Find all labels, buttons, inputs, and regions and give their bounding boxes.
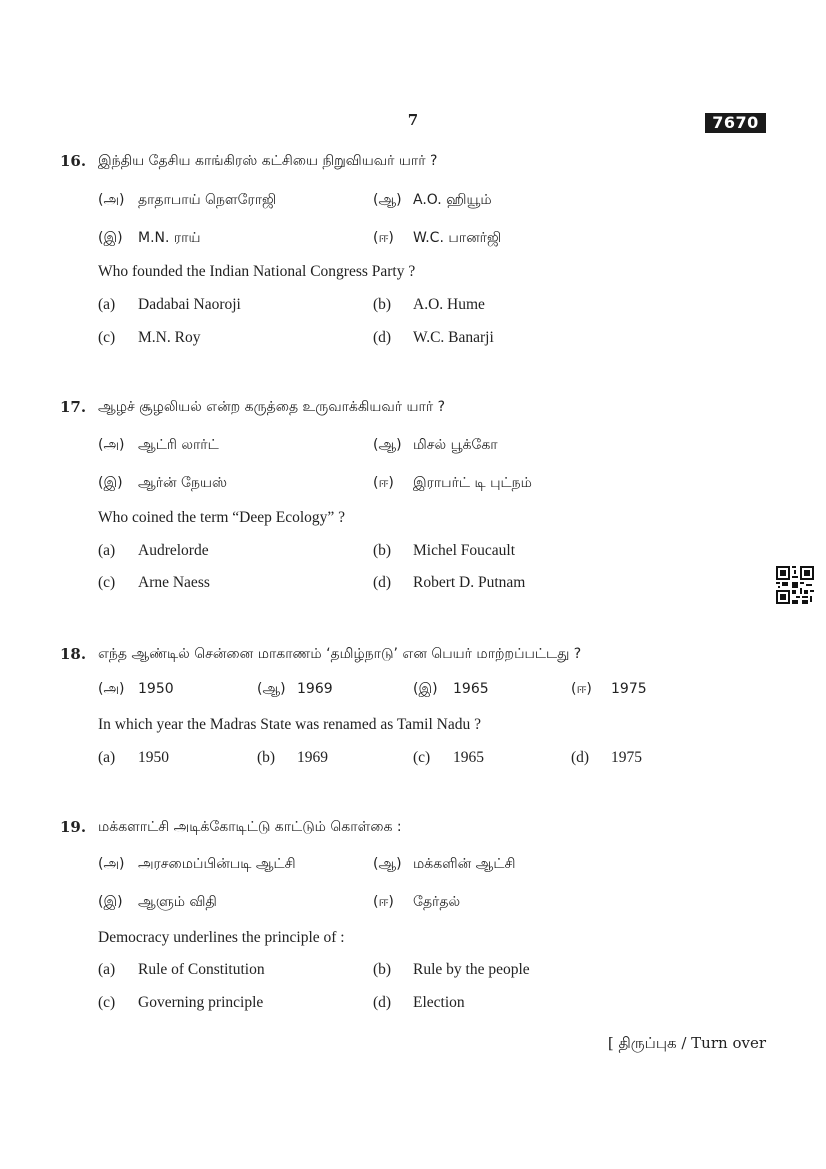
q19-english-option-a: (a) Rule of Constitution [98,961,265,978]
q17-tamil-option-c: (இ) ஆர்ன் நேயஸ் [98,475,228,491]
q16-tamil-option-d: (ஈ) W.C. பானர்ஜி [373,230,502,246]
question-16-tamil: இந்திய தேசிய காங்கிரஸ் கட்சியை நிறுவியவர் யார் ? [98,153,438,169]
question-18-english: In which year the Madras State was renamed as Tamil Nadu ? [98,716,481,733]
q17-english-option-b: (b) Michel Foucault [373,542,516,559]
question-17-english: Who coined the term “Deep Ecology” ? [98,509,346,526]
q16-english-option-d: (d) W.C. Banarji [373,329,494,346]
q19-english-option-d: (d) Election [373,994,465,1011]
q19-english-option-b: (b) Rule by the people [373,961,530,978]
paper-code-badge: 7670 [705,113,766,133]
q18-english-option-b: (b) 1969 [257,749,328,766]
q18-tamil-option-a: (அ) 1950 [98,681,174,697]
q17-tamil-option-d: (ஈ) இராபர்ட் டி புட்நம் [373,475,532,491]
question-16-number: 16. [60,152,87,170]
turn-over-note: [ திருப்புக / Turn over [607,1034,766,1052]
q16-tamil-option-b: (ஆ) A.O. ஹியூம் [373,192,492,208]
q17-tamil-option-a: (அ) ஆட்ரி லார்ட் [98,437,219,453]
q18-english-option-a: (a) 1950 [98,749,169,766]
q16-english-option-b: (b) A.O. Hume [373,296,485,313]
q17-tamil-option-b: (ஆ) மிசல் பூக்கோ [373,437,498,453]
question-16-english: Who founded the Indian National Congress Party ? [98,263,416,280]
q17-english-option-a: (a) Audrelorde [98,542,209,559]
q16-english-option-c: (c) M.N. Roy [98,329,201,346]
question-19-tamil: மக்களாட்சி அடிக்கோடிட்டு காட்டும் கொள்கை : [98,819,402,835]
q16-tamil-option-c: (இ) M.N. ராய் [98,230,201,246]
question-17-number: 17. [60,398,87,416]
qr-code-icon [776,566,814,604]
question-18-tamil: எந்த ஆண்டில் சென்னை மாகாணம் ‘தமிழ்நாடு’ என பெயர் மாற்றப்பட்டது ? [98,646,582,662]
q19-tamil-option-d: (ஈ) தேர்தல் [373,894,461,910]
q18-tamil-option-d: (ஈ) 1975 [571,681,647,697]
q19-tamil-option-a: (அ) அரசமைப்பின்படி ஆட்சி [98,856,296,872]
q19-tamil-option-b: (ஆ) மக்களின் ஆட்சி [373,856,516,872]
q18-tamil-option-b: (ஆ) 1969 [257,681,333,697]
q18-tamil-option-c: (இ) 1965 [413,681,489,697]
q16-english-option-a: (a) Dadabai Naoroji [98,296,241,313]
question-19-english: Democracy underlines the principle of : [98,929,345,946]
q16-tamil-option-a: (அ) தாதாபாய் நௌரோஜி [98,192,277,208]
q18-english-option-c: (c) 1965 [413,749,484,766]
question-17-tamil: ஆழச் சூழலியல் என்ற கருத்தை உருவாக்கியவர் யார் ? [98,399,446,415]
page-number: 7 [407,111,419,129]
q19-tamil-option-c: (இ) ஆளும் விதி [98,894,217,910]
q18-english-option-d: (d) 1975 [571,749,642,766]
q19-english-option-c: (c) Governing principle [98,994,264,1011]
question-18-number: 18. [60,645,87,663]
q17-english-option-d: (d) Robert D. Putnam [373,574,526,591]
question-19-number: 19. [60,818,87,836]
q17-english-option-c: (c) Arne Naess [98,574,210,591]
